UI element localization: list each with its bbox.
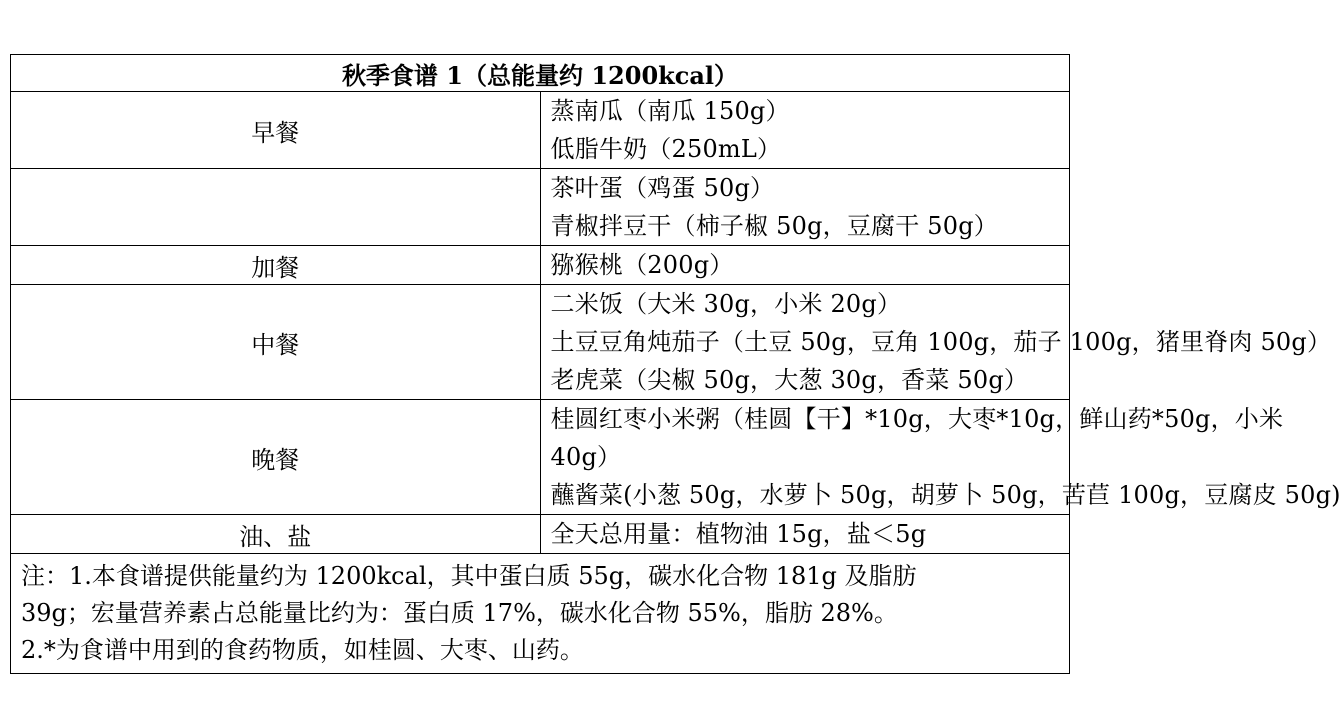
meal-label: 油、盐: [11, 515, 541, 554]
meal-row-breakfast-cont: [11, 169, 1070, 246]
recipe-table: [10, 54, 1341, 674]
dish-list: [540, 246, 1070, 285]
table-title: 秋季食谱 1（总能量约 1200kcal）: [11, 55, 1070, 92]
dish-item: 青椒拌豆干（柿子椒 50g，豆腐干 50g）: [550, 212, 998, 240]
dish-item: 全天总用量：植物油 15g，盐＜5g: [550, 520, 927, 548]
dish-list: [540, 92, 1070, 169]
meal-label: [11, 169, 541, 246]
notes-row: [11, 554, 1070, 674]
meal-row-dinner: [11, 400, 1070, 515]
dish-item: 桂圆红枣小米粥（桂圆【干】*10g，大枣*10g，鲜山药*50g，小米: [550, 405, 1284, 433]
meal-row-oil-salt: [11, 515, 1070, 554]
meal-label: 早餐: [11, 92, 541, 169]
dish-item: 二米饭（大米 30g，小米 20g）: [550, 290, 902, 318]
dish-item: 蒸南瓜（南瓜 150g）: [550, 97, 790, 125]
meal-label: 加餐: [11, 246, 541, 285]
meal-label: 中餐: [11, 285, 541, 400]
notes: [11, 554, 1070, 674]
note-line: 2.*为食谱中用到的食药物质，如桂圆、大枣、山药。: [21, 636, 584, 664]
dish-item: 低脂牛奶（250mL）: [550, 135, 782, 163]
meal-row-snack: [11, 246, 1070, 285]
dish-item: 茶叶蛋（鸡蛋 50g）: [550, 174, 775, 202]
dish-list: [540, 515, 1070, 554]
note-line: 注：1.本食谱提供能量约为 1200kcal，其中蛋白质 55g，碳水化合物 181g 及脂肪: [21, 562, 917, 590]
dish-item: 老虎菜（尖椒 50g，大葱 30g，香菜 50g）: [550, 366, 1029, 394]
dish-item: 土豆豆角炖茄子（土豆 50g，豆角 100g，茄子 100g，猪里脊肉 50g）: [550, 328, 1332, 356]
meal-row-breakfast: [11, 92, 1070, 169]
dish-item: 猕猴桃（200g）: [550, 251, 734, 279]
dish-list: [540, 285, 1332, 400]
dish-list: [540, 400, 1341, 515]
dish-item: 蘸酱菜(小葱 50g，水萝卜 50g，胡萝卜 50g，苦苣 100g，豆腐皮 50g): [550, 481, 1341, 509]
note-line: 39g；宏量营养素占总能量比约为：蛋白质 17%，碳水化合物 55%，脂肪 28%。: [21, 599, 898, 627]
dish-item: 40g）: [550, 443, 622, 471]
meal-row-lunch: [11, 285, 1070, 400]
title-row: [11, 55, 1070, 92]
dish-list: [540, 169, 1070, 246]
meal-label: 晚餐: [11, 400, 541, 515]
